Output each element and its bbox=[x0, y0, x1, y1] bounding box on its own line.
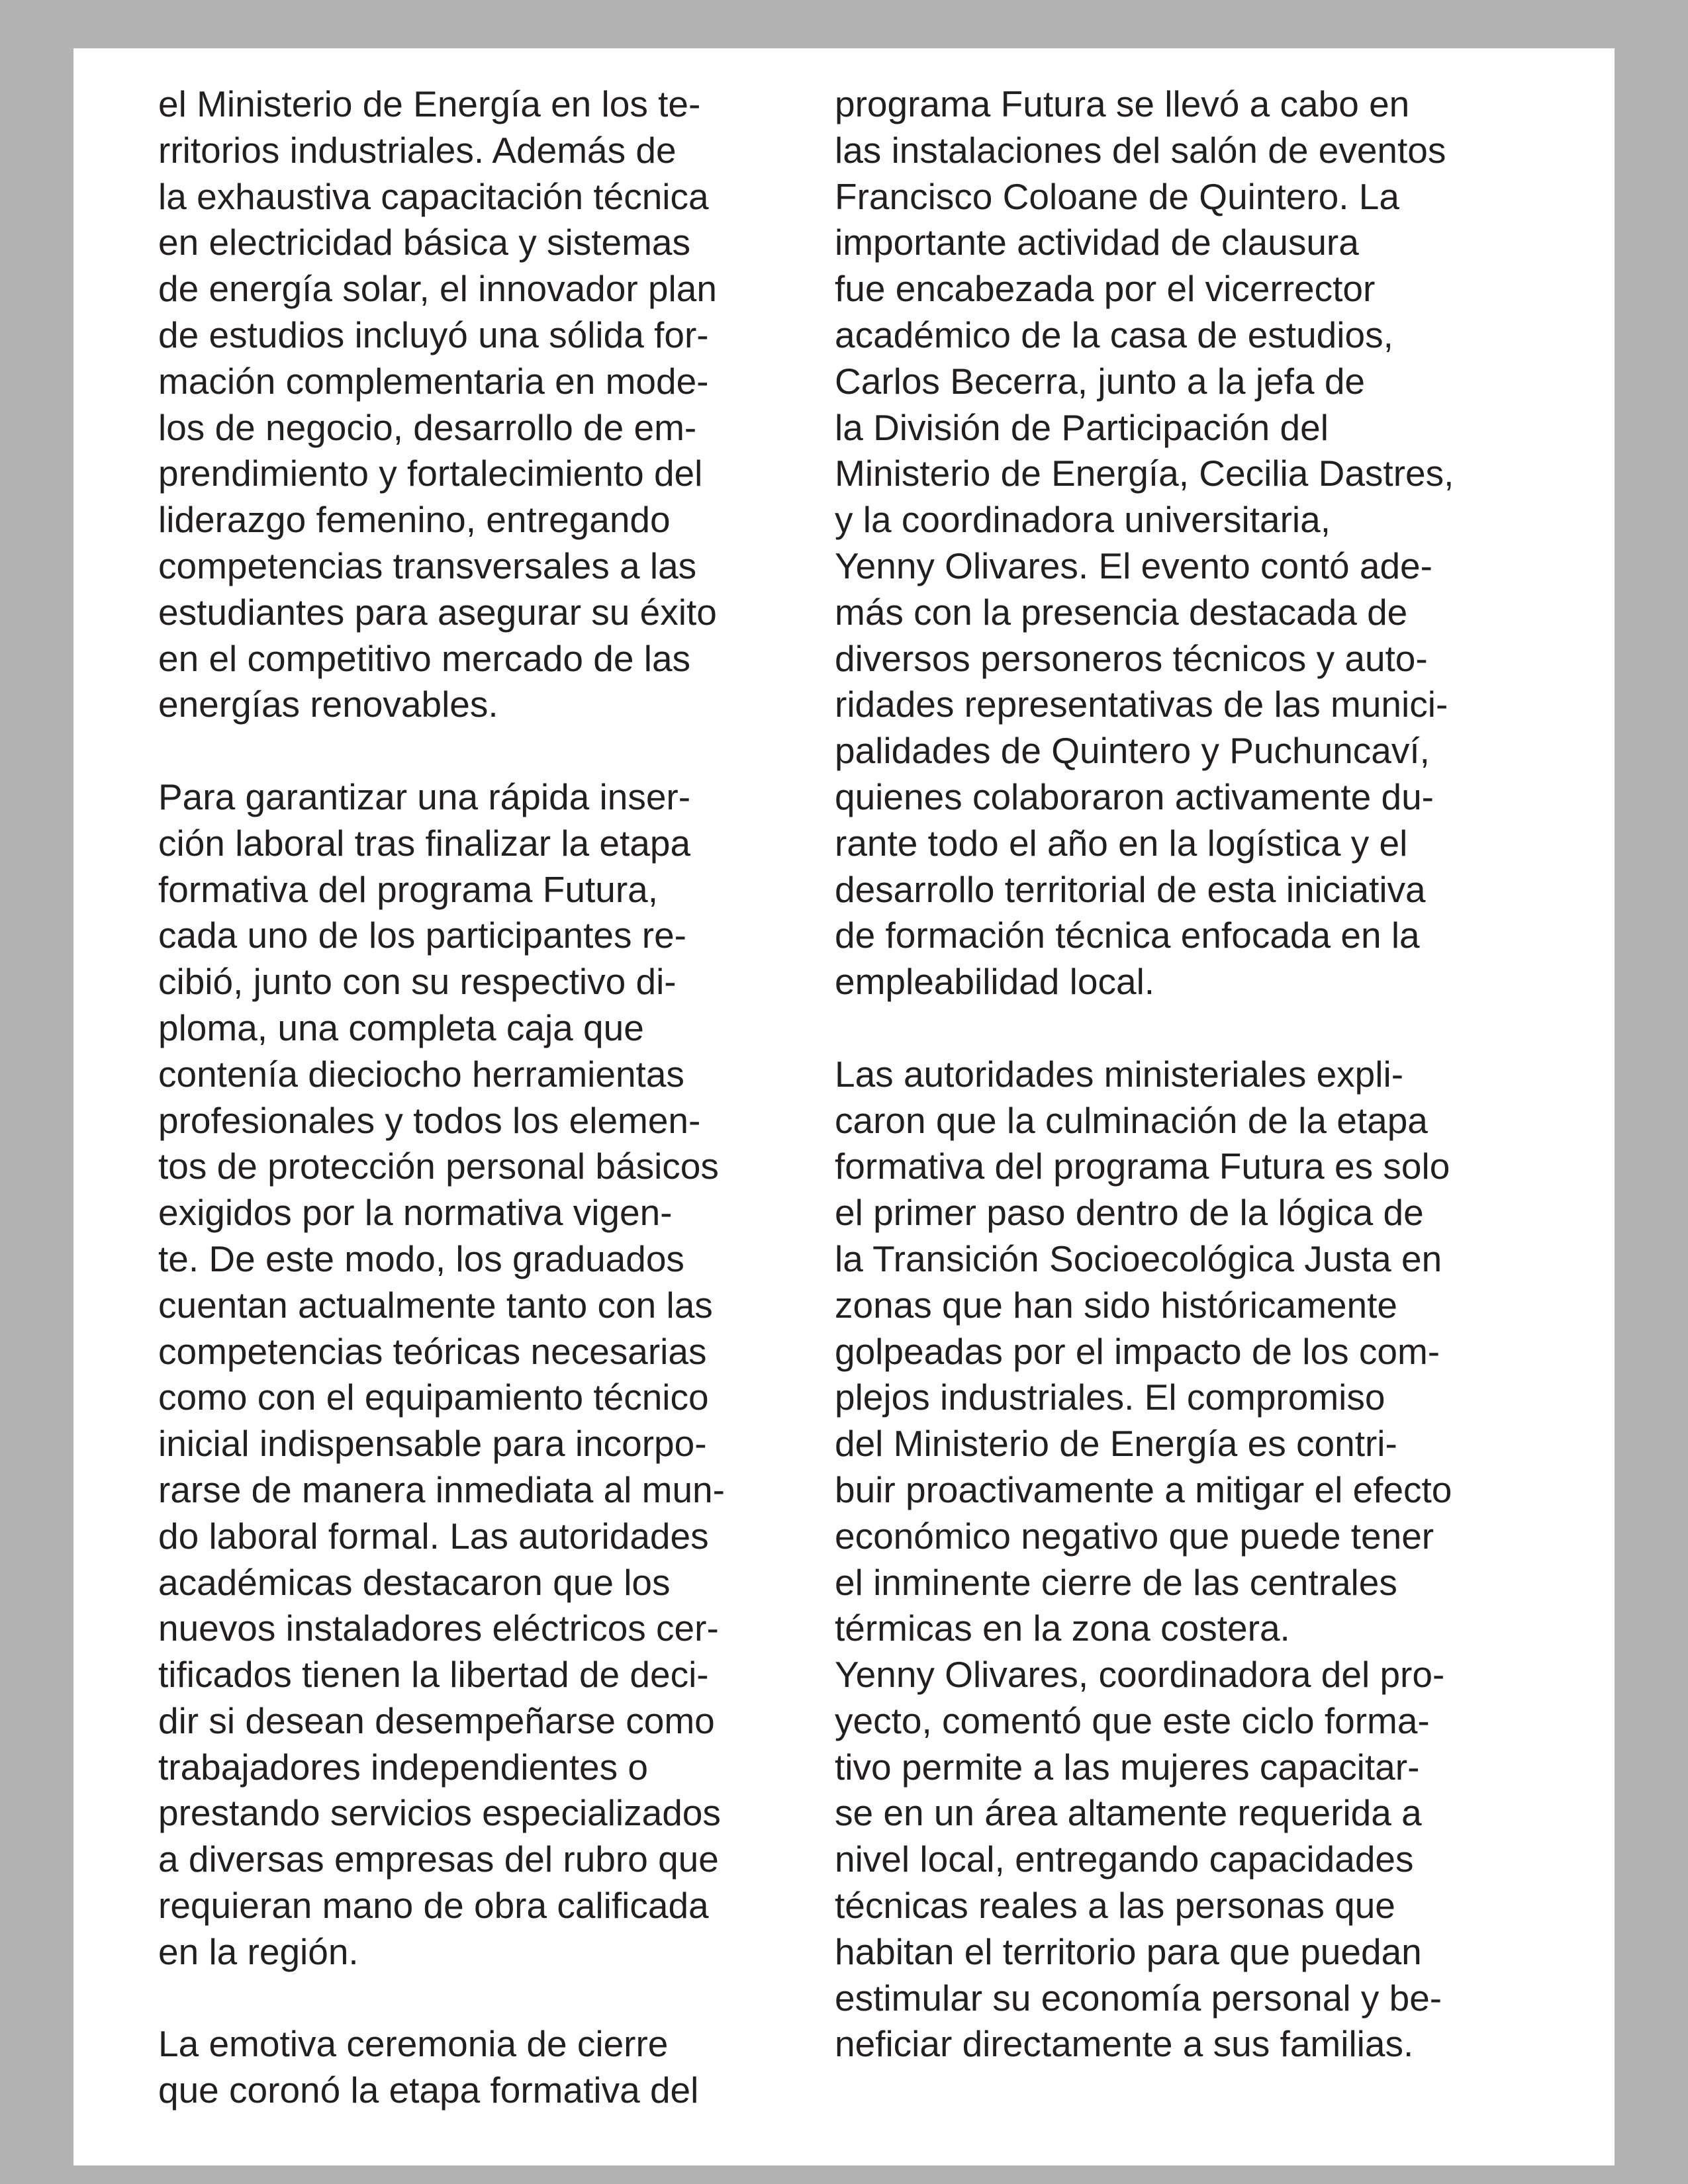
text-line: como con el equipamiento técnico bbox=[158, 1377, 709, 1418]
text-line: el Ministerio de Energía en los te- bbox=[158, 83, 701, 124]
text-line: prestando servicios especializados bbox=[158, 1792, 721, 1834]
text-line: inicial indispensable para incorpo- bbox=[158, 1423, 707, 1465]
left-column bbox=[158, 81, 820, 2114]
text-line: la Transición Socioecológica Justa en bbox=[835, 1238, 1442, 1279]
text-line: técnicas reales a las personas que bbox=[835, 1885, 1395, 1927]
text-line: competencias teóricas necesarias bbox=[158, 1330, 707, 1372]
text-line: rritorios industriales. Además de bbox=[158, 129, 677, 171]
text-line: La emotiva ceremonia de cierre bbox=[158, 2023, 669, 2065]
text-line: cada uno de los participantes re- bbox=[158, 915, 686, 956]
text-line: neficiar directamente a sus familias. bbox=[835, 2023, 1414, 2065]
text-line: los de negocio, desarrollo de em- bbox=[158, 406, 697, 448]
paragraph-spacer bbox=[835, 1005, 1556, 1052]
right-column bbox=[835, 81, 1556, 2068]
text-line: fue encabezada por el vicerrector bbox=[835, 268, 1376, 310]
text-line: Carlos Becerra, junto a la jefa de bbox=[835, 360, 1365, 402]
text-line: en la región. bbox=[158, 1931, 359, 1972]
text-line: competencias transversales a las bbox=[158, 545, 697, 586]
text-line: rarse de manera inmediata al mun- bbox=[158, 1469, 725, 1510]
text-line: las instalaciones del salón de eventos bbox=[835, 129, 1446, 171]
text-line: dir si desean desempeñarse como bbox=[158, 1700, 715, 1741]
text-line: tivo permite a las mujeres capacitar- bbox=[835, 1746, 1420, 1788]
text-line: tos de protección personal básicos bbox=[158, 1146, 719, 1187]
text-line: Yenny Olivares. El evento contó ade- bbox=[835, 545, 1432, 586]
paragraph-spacer bbox=[158, 1976, 820, 2022]
text-line: el inminente cierre de las centrales bbox=[835, 1561, 1397, 1603]
text-line: habitan el territorio para que puedan bbox=[835, 1931, 1422, 1972]
text-line: contenía dieciocho herramientas bbox=[158, 1053, 684, 1095]
text-line: rante todo el año en la logística y el bbox=[835, 822, 1408, 864]
text-line: a diversas empresas del rubro que bbox=[158, 1839, 719, 1880]
text-line: Francisco Coloane de Quintero. La bbox=[835, 175, 1399, 217]
text-line: académico de la casa de estudios, bbox=[835, 314, 1393, 355]
paragraph bbox=[835, 81, 1556, 1005]
text-line: profesionales y todos los elemen- bbox=[158, 1099, 701, 1141]
text-line: el primer paso dentro de la lógica de bbox=[835, 1192, 1424, 1234]
text-line: de formación técnica enfocada en la bbox=[835, 915, 1420, 956]
text-line: desarrollo territorial de esta iniciativa bbox=[835, 868, 1426, 910]
text-line: formativa del programa Futura es solo bbox=[835, 1146, 1450, 1187]
document-page bbox=[73, 48, 1615, 2165]
text-line: importante actividad de clausura bbox=[835, 222, 1359, 263]
paragraph bbox=[835, 1052, 1556, 2068]
text-line: Para garantizar una rápida inser- bbox=[158, 776, 691, 817]
text-line: nivel local, entregando capacidades bbox=[835, 1839, 1414, 1880]
text-line: caron que la culminación de la etapa bbox=[835, 1099, 1428, 1141]
text-line: quienes colaboraron activamente du- bbox=[835, 776, 1434, 817]
text-line: requieran mano de obra calificada bbox=[158, 1885, 709, 1927]
text-line: la División de Participación del bbox=[835, 406, 1329, 448]
text-line: palidades de Quintero y Puchuncaví, bbox=[835, 730, 1430, 772]
text-line: empleabilidad local. bbox=[835, 961, 1155, 1003]
text-line: académicas destacaron que los bbox=[158, 1561, 671, 1603]
text-line: en electricidad básica y sistemas bbox=[158, 222, 690, 263]
text-line: la exhaustiva capacitación técnica bbox=[158, 175, 709, 217]
text-line: Yenny Olivares, coordinadora del pro- bbox=[835, 1654, 1445, 1696]
text-line: cuentan actualmente tanto con las bbox=[158, 1284, 713, 1326]
text-line: plejos industriales. El compromiso bbox=[835, 1377, 1385, 1418]
text-line: energías renovables. bbox=[158, 684, 498, 725]
text-line: Las autoridades ministeriales expli- bbox=[835, 1053, 1404, 1095]
text-line: zonas que han sido históricamente bbox=[835, 1284, 1397, 1326]
text-line: buir proactivamente a mitigar el efecto bbox=[835, 1469, 1452, 1510]
text-line: económico negativo que puede tener bbox=[835, 1515, 1434, 1557]
text-line: se en un área altamente requerida a bbox=[835, 1792, 1422, 1834]
paragraph bbox=[158, 2021, 820, 2114]
text-line: trabajadores independientes o bbox=[158, 1746, 649, 1788]
text-line: mación complementaria en mode- bbox=[158, 360, 709, 402]
text-line: ridades representativas de las munici- bbox=[835, 684, 1448, 725]
text-line: en el competitivo mercado de las bbox=[158, 637, 691, 679]
text-line: nuevos instaladores eléctricos cer- bbox=[158, 1608, 719, 1649]
text-line: Ministerio de Energía, Cecilia Dastres, bbox=[835, 453, 1454, 494]
text-line: de energía solar, el innovador plan bbox=[158, 268, 717, 310]
text-line: y la coordinadora universitaria, bbox=[835, 499, 1331, 541]
text-line: estudiantes para asegurar su éxito bbox=[158, 591, 717, 633]
text-line: golpeadas por el impacto de los com- bbox=[835, 1330, 1440, 1372]
text-line: do laboral formal. Las autoridades bbox=[158, 1515, 709, 1557]
text-line: más con la presencia destacada de bbox=[835, 591, 1408, 633]
text-line: estimular su economía personal y be- bbox=[835, 1977, 1442, 2019]
text-line: diversos personeros técnicos y auto- bbox=[835, 637, 1428, 679]
text-line: que coronó la etapa formativa del bbox=[158, 2070, 699, 2111]
paragraph bbox=[158, 81, 820, 728]
text-line: liderazgo femenino, entregando bbox=[158, 499, 671, 541]
text-line: programa Futura se llevó a cabo en bbox=[835, 83, 1410, 124]
text-line: prendimiento y fortalecimiento del bbox=[158, 453, 703, 494]
text-line: exigidos por la normativa vigen- bbox=[158, 1192, 673, 1234]
text-line: térmicas en la zona costera. bbox=[835, 1608, 1290, 1649]
text-line: yecto, comentó que este ciclo forma- bbox=[835, 1700, 1430, 1741]
text-line: tificados tienen la libertad de deci- bbox=[158, 1654, 709, 1696]
paragraph bbox=[158, 774, 820, 1976]
text-line: formativa del programa Futura, bbox=[158, 868, 659, 910]
text-line: te. De este modo, los graduados bbox=[158, 1238, 684, 1279]
text-line: del Ministerio de Energía es contri- bbox=[835, 1423, 1397, 1465]
text-line: cibió, junto con su respectivo di- bbox=[158, 961, 677, 1003]
text-line: de estudios incluyó una sólida for- bbox=[158, 314, 709, 355]
text-line: ción laboral tras finalizar la etapa bbox=[158, 822, 691, 864]
paragraph-spacer bbox=[158, 728, 820, 774]
text-line: ploma, una completa caja que bbox=[158, 1007, 644, 1048]
